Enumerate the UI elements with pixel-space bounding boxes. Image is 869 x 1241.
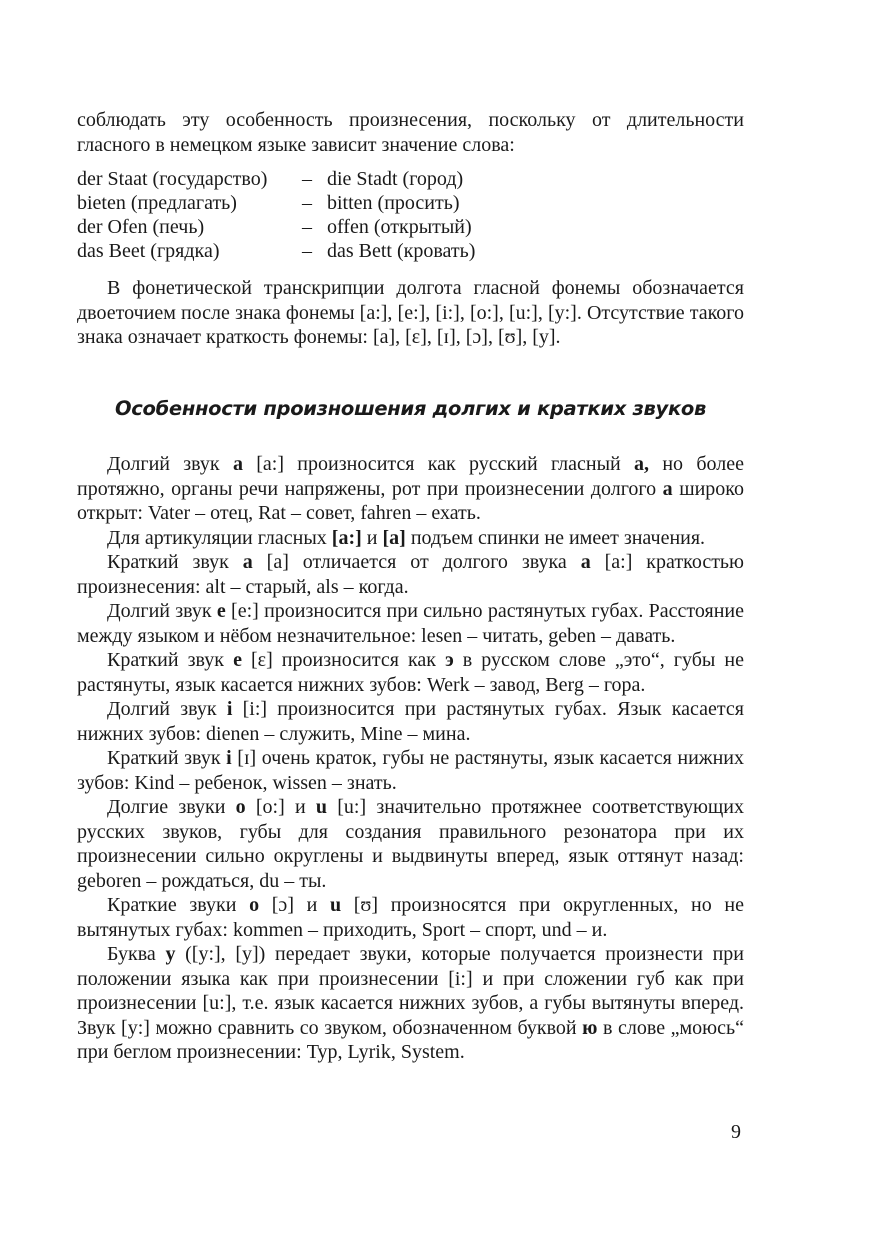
paragraph-text: [a] отличается от долгого звука [252,551,581,573]
bold-letter: a, [634,453,650,475]
paragraph-text: [o:] и [245,796,316,818]
paragraph-text: в русском слове „это“, губы не растянуты, язык касается нижних зубов: Werk – завод, Berg – гора. [77,649,744,696]
paragraph-text: [ɔ] и [259,894,330,916]
paragraph-text: [ɛ] произносится как [241,649,446,671]
paragraph-text: в слове „моюсь“ при беглом произнесении: Typ, Lyrik, System. [77,1016,744,1063]
paragraph-short-a [77,550,744,599]
paragraph-text: [a:] произносится как русский гласный [242,453,635,475]
table-row [77,191,517,215]
pair-dash: – [302,240,312,262]
bold-letter: [a] [382,526,406,549]
paragraph-text: [e:] произносится при сильно растянутых губах. Расстояние между языком и нёбом незначительное: lesen – читать, geben – давать. [77,600,744,647]
bold-letter: o [249,894,260,916]
pair-left: das Beet (грядка) [77,240,220,262]
paragraph-text: Долгие звуки [107,796,236,818]
paragraph-text: [i:] произносится при растянутых губах. Язык касается нижних зубов: dienen – служить, Mine – мина. [77,698,744,745]
paragraph-text: Для артикуляции гласных [107,526,332,549]
bold-letter: y [165,943,176,965]
bold-letter: e [216,600,226,622]
bold-letter: i [226,747,232,769]
pair-dash: – [302,168,312,190]
pair-right: die Stadt (город) [327,168,464,190]
paragraph-text: Буква [107,943,166,965]
paragraph-short-e [77,648,744,697]
bold-letter: a [662,477,673,500]
paragraph-text: ([y:], [y]) передает звуки, которые получается произнести при положении языка как при произнесении [i:] и при сложении губ как при произнесении [u:], т.е. язык касается нижних зубов, а губы вытянуты вперед. Звук [y:] можно сравнить со звуком, обозначенном буквой [77,943,745,1039]
bold-letter: э [445,649,454,671]
transcription-paragraph: В фонетической транскрипции долгота гласной фонемы обозначается двоеточием после знака фонемы [a:], [e:], [i:], [o:], [u:], [y:]. Отсутствие такого знака означает краткость фонемы: [a], [ɛ], [ɪ], [ɔ], [ʊ], [y]. [77,277,744,348]
pair-dash: – [302,216,312,238]
paragraph-text: [a:] краткостью произнесения: alt – старый, als – когда. [77,551,744,598]
paragraph-short-i [77,746,744,795]
intro-line-2: гласного в немецком языке зависит значение слова: [77,133,515,156]
bold-letter: o [235,796,246,818]
bold-letter: a [232,453,243,475]
paragraph-text: [ɪ] очень краток, губы не растянуты, язык касается нижних зубов: Kind – ребенок, wissen – знать. [77,747,744,794]
bold-letter: a [580,551,591,573]
bold-letter: a [242,551,253,573]
paragraph-text: Краткий звук [107,551,243,573]
pair-right: das Bett (кровать) [327,240,476,262]
bold-letter: u [315,796,328,818]
paragraph-text: но более протяжно, органы речи напряжены, рот при произнесении долгого [77,453,744,500]
paragraph-text: [u:] значительно протяжнее соответствующих русских звуков, губы для создания правильного резонатора при их произнесении сильно округлены и выдвинуты вперед, язык оттянут назад: geboren – рождаться, du – ты. [77,796,744,892]
paragraph-text: Долгий звук [107,453,233,475]
bold-letter: e [233,649,242,671]
table-row [77,239,517,263]
page-body [77,108,744,1065]
paragraph-text: [ʊ] произносятся при округленных, но не вытянутых губах: kommen – приходить, Sport – спорт, und – и. [77,894,744,941]
paragraph-articulation-a [77,526,744,551]
paragraph-text: Долгий звук [107,698,227,720]
paragraph-short-o-u [77,893,744,942]
paragraph-long-o-u [77,795,744,893]
page-number: 9 [731,1121,741,1143]
pair-left: der Ofen (печь) [77,216,205,238]
bold-letter: ю [582,1016,598,1039]
pair-right: offen (открытый) [327,216,472,238]
intro-line-1: соблюдать эту особенность произнесения, поскольку от длительности [77,109,744,131]
bold-letter: i [226,698,233,720]
pair-left: bieten (предлагать) [77,192,237,214]
word-pairs-table [77,167,517,263]
paragraph-text: подъем спинки не имеет значения. [405,526,706,549]
section-heading: Особенности произношения долгих и кратких звуков [114,396,707,420]
paragraph-text: Краткий звук [107,649,234,671]
bold-letter: u [329,894,342,916]
table-row [77,167,517,191]
pair-dash: – [302,192,312,214]
table-row [77,215,517,239]
pair-left: der Staat (государство) [77,168,268,190]
paragraph-long-i [77,697,744,746]
paragraph-text: Долгий звук [107,600,217,622]
intro-paragraph [77,108,744,157]
pair-right: bitten (просить) [327,192,460,214]
paragraph-text: и [361,526,383,549]
paragraph-text: Краткие звуки [107,894,250,916]
paragraph-text: широко открыт: Vater – отец, Rat – совет, fahren – ехать. [77,477,745,524]
paragraph-letter-y [77,942,744,1065]
paragraph-long-a [77,452,744,526]
paragraph-text: Краткий звук [107,747,227,769]
bold-letter: [a:] [331,526,362,549]
paragraph-long-e [77,599,744,648]
